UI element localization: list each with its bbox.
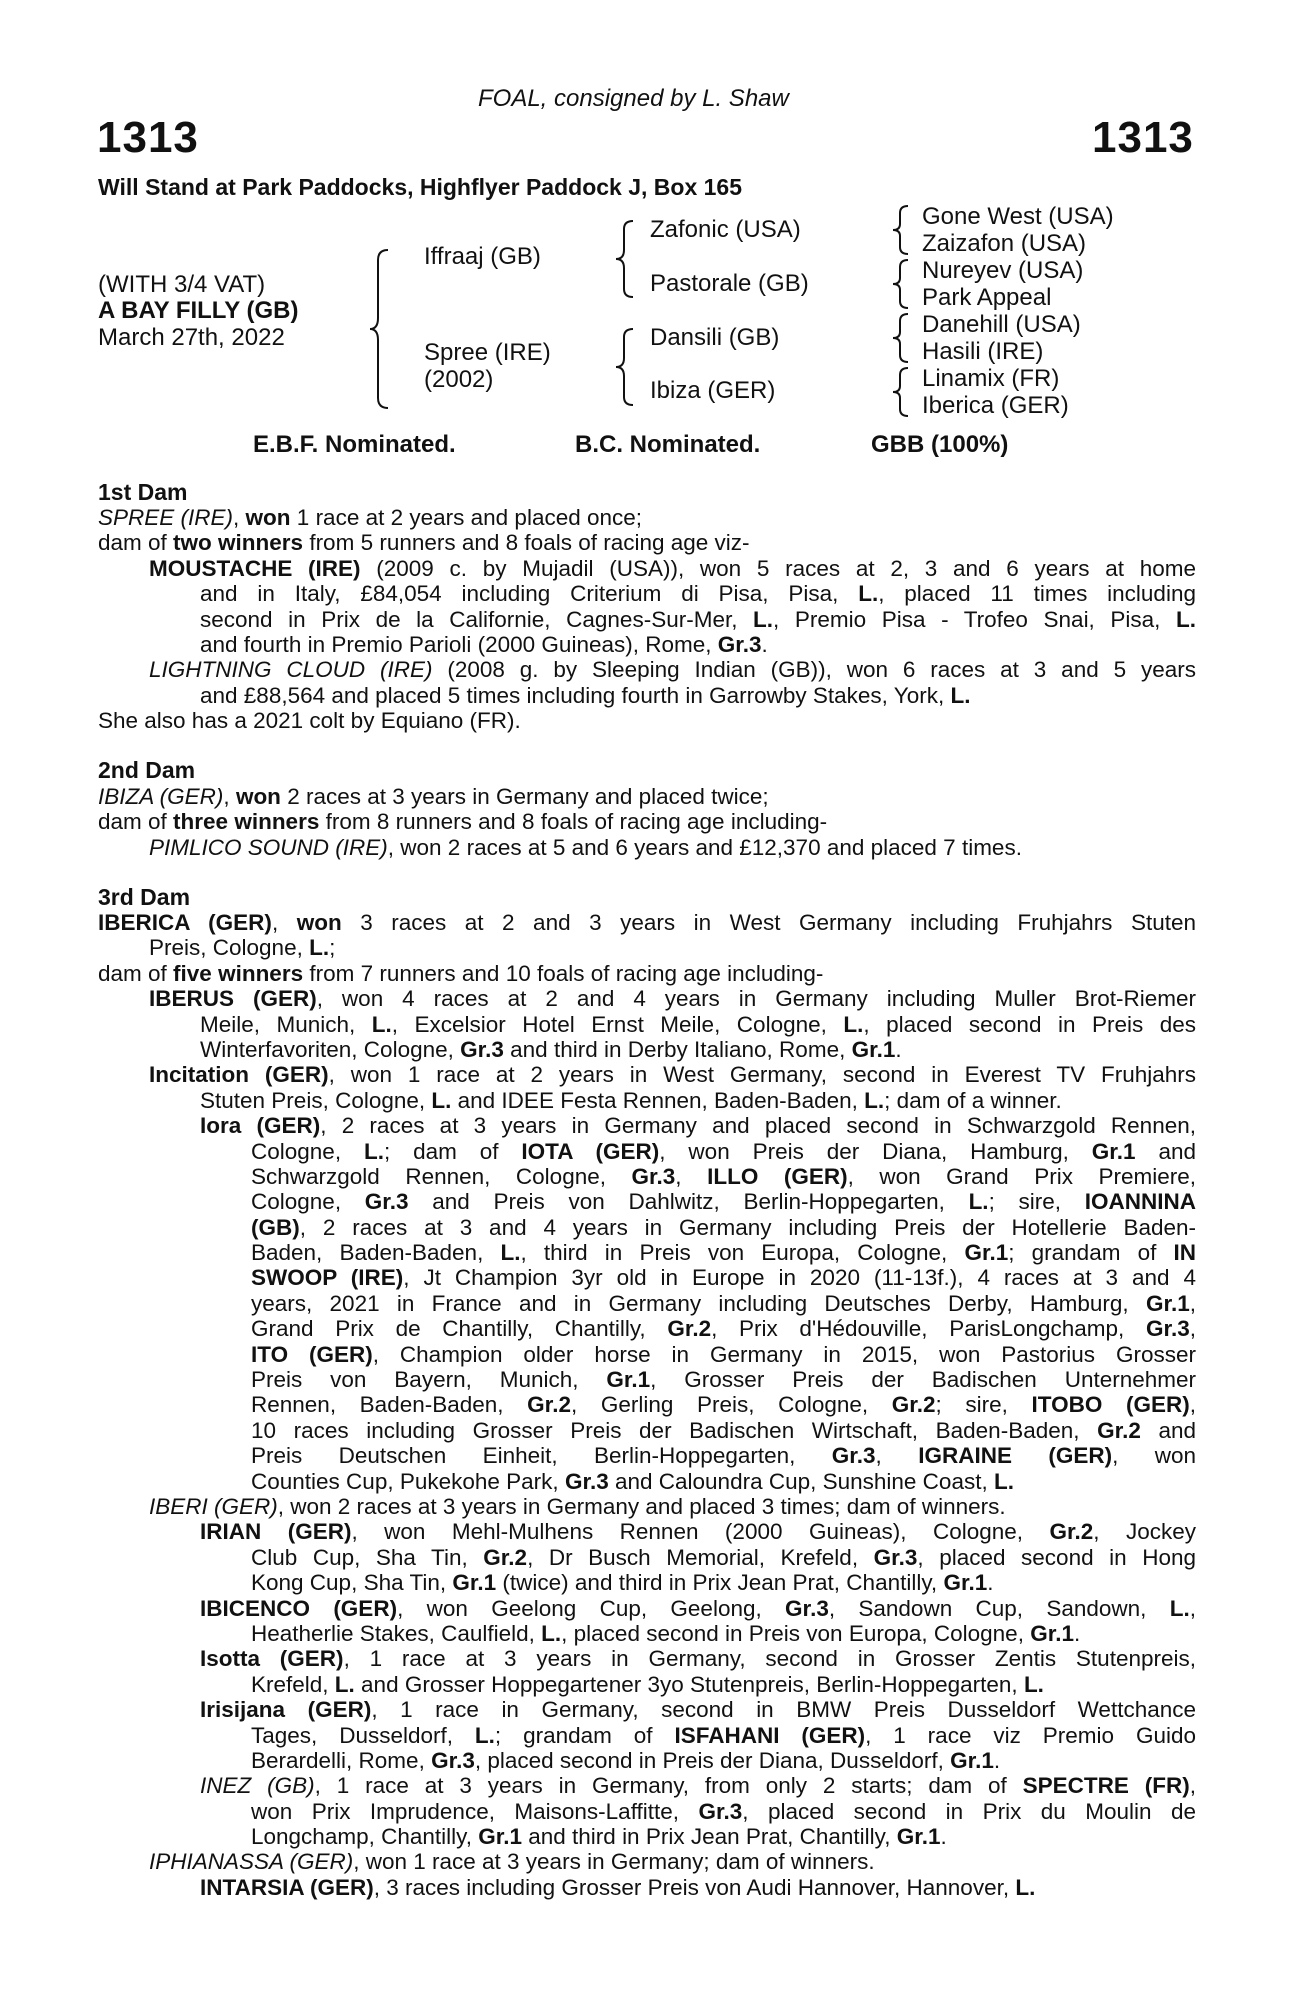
dam-year: (2002) [424, 366, 494, 393]
text-line: INTARSIA (GER), 3 races including Grosser Preis von Audi Hannover, Hannover, L. [200, 1874, 1036, 1900]
text-line: LIGHTNING CLOUD (IRE) (2008 g. by Sleeping Indian (GB)), won 6 races at 3 and 5 years [149, 657, 1196, 683]
ancestor-4: Park Appeal [922, 284, 1052, 311]
text-line: Preis, Cologne, L.; [149, 935, 336, 961]
text-line: Preis Deutschen Einheit, Berlin-Hoppegarten, Gr.3, IGRAINE (GER), won [251, 1443, 1196, 1469]
text-line: (GB), 2 races at 3 and 4 years in Germany including Preis der Hotellerie Baden- [251, 1214, 1196, 1240]
foaling-date: March 27th, 2022 [98, 324, 285, 351]
text-line: Berardelli, Rome, Gr.3, placed second in Preis der Diana, Dusseldorf, Gr.1. [251, 1747, 1001, 1773]
text-line: and £88,564 and placed 5 times including fourth in Garrowby Stakes, York, L. [200, 682, 971, 708]
third-dam-heading: 3rd Dam [98, 884, 191, 910]
pedigree-brace-dam [613, 327, 637, 407]
text-line: dam of five winners from 7 runners and 10 foals of racing age including- [98, 960, 824, 986]
text-line: Cologne, Gr.3 and Preis von Dahlwitz, Berlin-Hoppegarten, L.; sire, IOANNINA [251, 1189, 1196, 1215]
text-line: She also has a 2021 colt by Equiano (FR). [98, 708, 521, 734]
text-line: years, 2021 in France and in Germany including Deutsches Derby, Hamburg, Gr.1, [251, 1290, 1196, 1316]
sire-dam: Pastorale (GB) [650, 270, 809, 297]
text-line: ITO (GER), Champion older horse in Germany in 2015, won Pastorius Grosser [251, 1341, 1196, 1367]
third-dam-section [98, 910, 1196, 1900]
first-dam-heading: 1st Dam [98, 479, 188, 505]
ancestor-2: Zaizafon (USA) [922, 230, 1087, 257]
text-line: Kong Cup, Sha Tin, Gr.1 (twice) and third in Prix Jean Prat, Chantilly, Gr.1. [251, 1570, 994, 1596]
pedigree-brace-g1 [890, 204, 912, 256]
text-line: SPREE (IRE), won 1 race at 2 years and placed once; [98, 505, 643, 530]
text-line: Preis von Bayern, Munich, Gr.1, Grosser Preis der Badischen Unternehmer [251, 1367, 1196, 1393]
text-line: won Prix Imprudence, Maisons-Laffitte, Gr.3, placed second in Prix du Moulin de [251, 1798, 1196, 1824]
pedigree-brace-g4 [890, 366, 912, 418]
bc-nomination: B.C. Nominated. [575, 431, 761, 458]
text-line: MOUSTACHE (IRE) (2009 c. by Mujadil (USA)), won 5 races at 2, 3 and 6 years at home [149, 555, 1197, 581]
text-line: Club Cup, Sha Tin, Gr.2, Dr Busch Memorial, Krefeld, Gr.3, placed second in Hong [251, 1544, 1196, 1570]
text-line: Baden, Baden-Baden, L., third in Preis von Europa, Cologne, Gr.1; grandam of IN [251, 1240, 1197, 1266]
ancestor-6: Hasili (IRE) [922, 338, 1044, 365]
ancestor-3: Nureyev (USA) [922, 257, 1084, 284]
text-line: Isotta (GER), 1 race at 3 years in Germany, second in Grosser Zentis Stutenpreis, [200, 1646, 1196, 1672]
ebf-nomination: E.B.F. Nominated. [253, 431, 456, 458]
second-dam-heading: 2nd Dam [98, 757, 196, 783]
sire-name: Iffraaj (GB) [424, 243, 541, 270]
dam-dam: Ibiza (GER) [650, 377, 776, 404]
text-line: Rennen, Baden-Baden, Gr.2, Gerling Preis, Cologne, Gr.2; sire, ITOBO (GER), [251, 1392, 1196, 1418]
text-line: PIMLICO SOUND (IRE), won 2 races at 5 and 6 years and £12,370 and placed 7 times. [149, 834, 1022, 860]
text-line: dam of three winners from 8 runners and 8 foals of racing age including- [98, 809, 828, 835]
pedigree-brace-g3 [890, 312, 912, 364]
second-dam-section [98, 784, 1196, 860]
text-line: second in Prix de la Californie, Cagnes-Sur-Mer, L., Premio Pisa - Trofeo Snai, Pisa, L. [200, 606, 1196, 632]
text-line: dam of two winners from 5 runners and 8 foals of racing age viz- [98, 530, 750, 556]
text-line: IPHIANASSA (GER), won 1 race at 3 years in Germany; dam of winners. [149, 1849, 875, 1875]
horse-name: A BAY FILLY (GB) [98, 297, 299, 324]
text-line: Meile, Munich, L., Excelsior Hotel Ernst Meile, Cologne, L., placed second in Preis des [200, 1011, 1196, 1037]
lot-number-right: 1313 [1092, 113, 1194, 162]
text-line: Incitation (GER), won 1 race at 2 years in West Germany, second in Everest TV Fruhjahrs [149, 1062, 1196, 1088]
text-line: IBIZA (GER), won 2 races at 3 years in Germany and placed twice; [98, 784, 769, 809]
consigned-by: FOAL, consigned by L. Shaw [478, 85, 789, 112]
text-line: Schwarzgold Rennen, Cologne, Gr.3, ILLO (GER), won Grand Prix Premiere, [251, 1163, 1197, 1189]
ancestor-7: Linamix (FR) [922, 365, 1060, 392]
dam-sire: Dansili (GB) [650, 324, 780, 351]
pedigree-brace-sire [613, 219, 637, 299]
text-line: Counties Cup, Pukekohe Park, Gr.3 and Caloundra Cup, Sunshine Coast, L. [251, 1468, 1014, 1494]
text-line: Grand Prix de Chantilly, Chantilly, Gr.2, Prix d'Hédouville, ParisLongchamp, Gr.3, [251, 1316, 1196, 1342]
sire-sire: Zafonic (USA) [650, 216, 801, 243]
text-line: IRIAN (GER), won Mehl-Mulhens Rennen (2000 Guineas), Cologne, Gr.2, Jockey [200, 1519, 1196, 1545]
vat-note: (WITH 3/4 VAT) [98, 271, 266, 298]
text-line: Tages, Dusseldorf, L.; grandam of ISFAHANI (GER), 1 race viz Premio Guido [251, 1722, 1196, 1748]
first-dam-section [98, 505, 1196, 734]
text-line: Longchamp, Chantilly, Gr.1 and third in Prix Jean Prat, Chantilly, Gr.1. [251, 1824, 947, 1850]
text-line: IBERUS (GER), won 4 races at 2 and 4 years in Germany including Muller Brot-Riemer [149, 986, 1196, 1012]
gbb-rating: GBB (100%) [871, 431, 1009, 458]
stand-location: Will Stand at Park Paddocks, Highflyer Paddock J, Box 165 [98, 174, 742, 200]
text-line: and in Italy, £84,054 including Criterium di Pisa, Pisa, L., placed 11 times including [200, 581, 1196, 607]
text-line: Stuten Preis, Cologne, L. and IDEE Festa Rennen, Baden-Baden, L.; dam of a winner. [200, 1087, 1062, 1113]
text-line: Iora (GER), 2 races at 3 years in Germany and placed second in Schwarzgold Rennen, [200, 1113, 1196, 1139]
text-line: INEZ (GB), 1 race at 3 years in Germany, from only 2 starts; dam of SPECTRE (FR), [200, 1773, 1196, 1799]
text-line: IBICENCO (GER), won Geelong Cup, Geelong, Gr.3, Sandown Cup, Sandown, L., [200, 1595, 1196, 1621]
text-line: 10 races including Grosser Preis der Badischen Wirtschaft, Baden-Baden, Gr.2 and [251, 1417, 1196, 1443]
text-line: IBERI (GER), won 2 races at 3 years in Germany and placed 3 times; dam of winners. [149, 1493, 1006, 1519]
pedigree-brace-g2 [890, 258, 912, 310]
text-line: Winterfavoriten, Cologne, Gr.3 and third in Derby Italiano, Rome, Gr.1. [200, 1036, 902, 1062]
ancestor-1: Gone West (USA) [922, 203, 1114, 230]
text-line: IBERICA (GER), won 3 races at 2 and 3 years in West Germany including Fruhjahrs Stuten [98, 910, 1196, 935]
dam-name: Spree (IRE) [424, 339, 551, 366]
text-line: SWOOP (IRE), Jt Champion 3yr old in Europe in 2020 (11-13f.), 4 races at 3 and 4 [251, 1265, 1196, 1291]
lot-number-left: 1313 [97, 113, 199, 162]
text-line: Krefeld, L. and Grosser Hoppegartener 3yo Stutenpreis, Berlin-Hoppegarten, L. [251, 1671, 1044, 1697]
text-line: Cologne, L.; dam of IOTA (GER), won Preis der Diana, Hamburg, Gr.1 and [251, 1138, 1196, 1164]
text-line: and fourth in Premio Parioli (2000 Guineas), Rome, Gr.3. [200, 631, 768, 657]
pedigree-brace-main [368, 248, 392, 410]
ancestor-8: Iberica (GER) [922, 392, 1069, 419]
text-line: Irisijana (GER), 1 race in Germany, second in BMW Preis Dusseldorf Wettchance [200, 1697, 1196, 1723]
text-line: Heatherlie Stakes, Caulfield, L., placed second in Preis von Europa, Cologne, Gr.1. [251, 1620, 1081, 1646]
ancestor-5: Danehill (USA) [922, 311, 1081, 338]
